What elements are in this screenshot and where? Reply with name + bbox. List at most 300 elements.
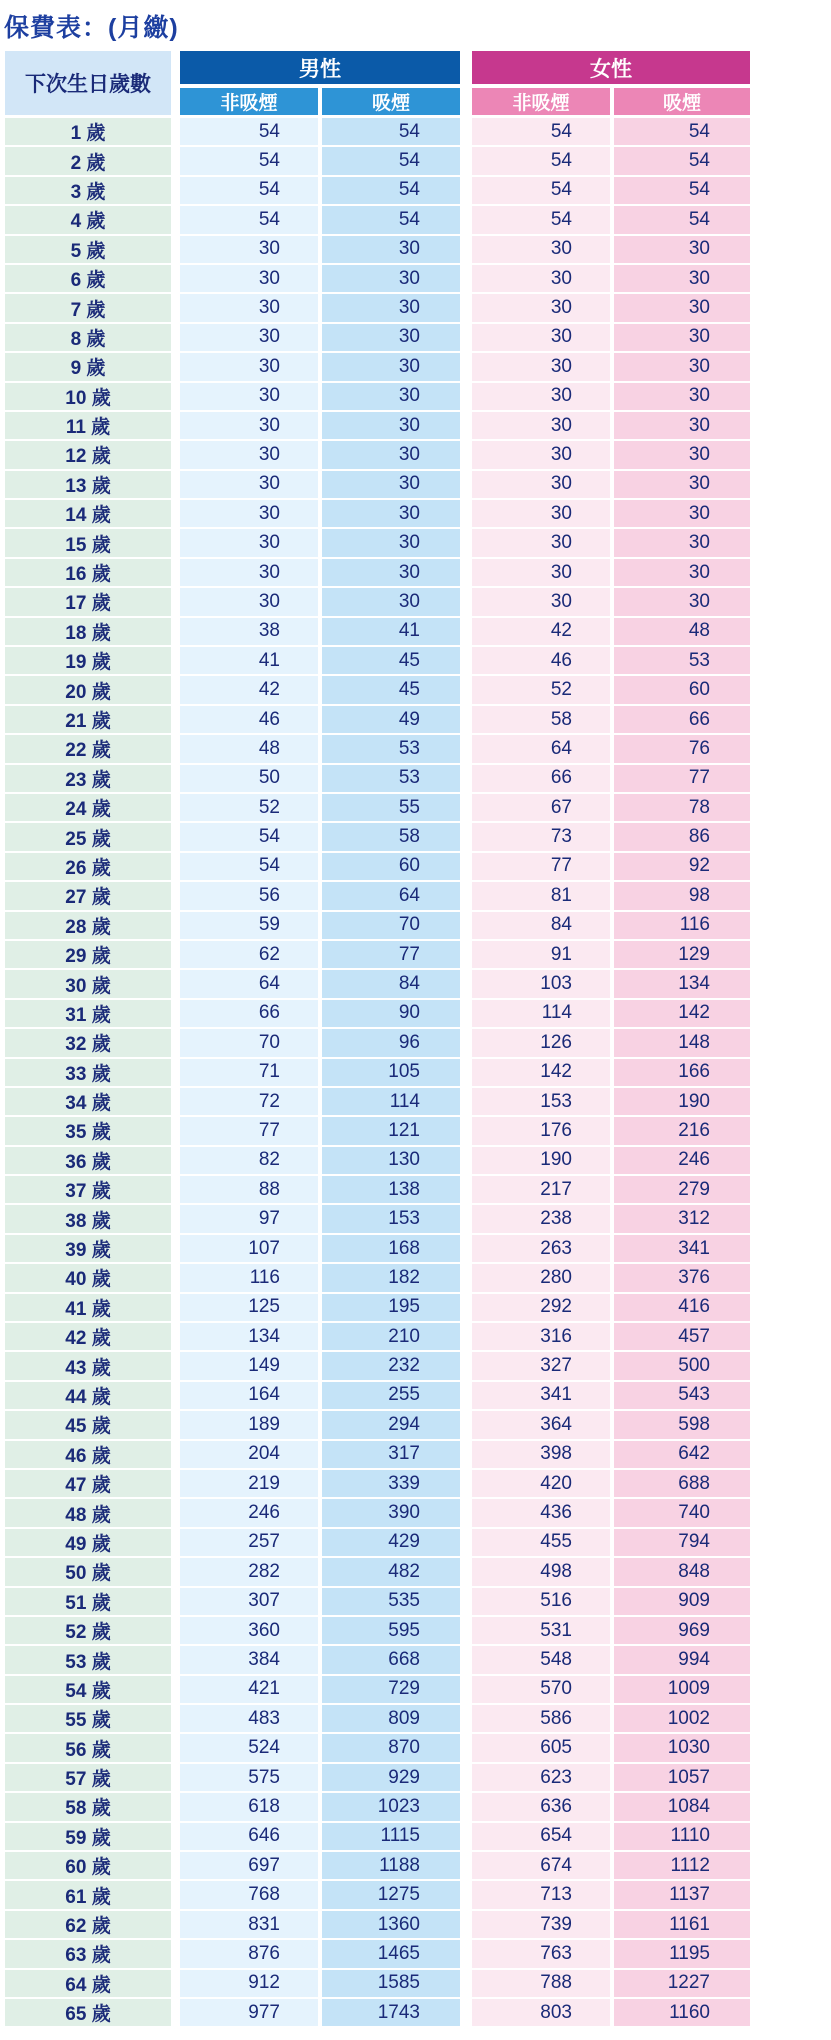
age-cell: 32 歲 xyxy=(5,1029,171,1058)
male-non-smoker-cell: 134 xyxy=(180,1323,318,1352)
age-cell: 39 歲 xyxy=(5,1235,171,1264)
male-smoker-cell: 60 xyxy=(322,853,460,882)
female-smoker-cell: 30 xyxy=(614,236,750,265)
male-non-smoker-cell: 646 xyxy=(180,1823,318,1852)
male-smoker-cell: 30 xyxy=(322,294,460,323)
male-smoker-cell: 30 xyxy=(322,529,460,558)
male-smoker-cell: 77 xyxy=(322,941,460,970)
male-smoker-cell: 30 xyxy=(322,412,460,441)
female-non-smoker-cell: 531 xyxy=(472,1617,610,1646)
female-smoker-cell: 457 xyxy=(614,1323,750,1352)
female-smoker-cell: 246 xyxy=(614,1147,750,1176)
male-smoker-cell: 90 xyxy=(322,1000,460,1029)
male-smoker-cell: 168 xyxy=(322,1235,460,1264)
age-cell: 47 歲 xyxy=(5,1470,171,1499)
female-non-smoker-cell: 364 xyxy=(472,1411,610,1440)
male-smoker-cell: 30 xyxy=(322,588,460,617)
age-cell: 54 歲 xyxy=(5,1676,171,1705)
age-cell: 18 歲 xyxy=(5,618,171,647)
male-smoker-cell: 58 xyxy=(322,823,460,852)
female-non-smoker-cell: 763 xyxy=(472,1940,610,1969)
female-smoker-cell: 129 xyxy=(614,941,750,970)
header-male-non-smoker: 非吸煙 xyxy=(180,88,318,115)
female-non-smoker-cell: 30 xyxy=(472,588,610,617)
age-cell: 34 歲 xyxy=(5,1088,171,1117)
female-smoker-cell: 54 xyxy=(614,147,750,176)
male-non-smoker-cell: 30 xyxy=(180,236,318,265)
male-non-smoker-cell: 42 xyxy=(180,676,318,705)
age-cell: 26 歲 xyxy=(5,853,171,882)
male-non-smoker-cell: 38 xyxy=(180,618,318,647)
female-smoker-cell: 543 xyxy=(614,1382,750,1411)
female-non-smoker-cell: 54 xyxy=(472,147,610,176)
male-non-smoker-cell: 70 xyxy=(180,1029,318,1058)
female-smoker-cell: 341 xyxy=(614,1235,750,1264)
male-smoker-cell: 84 xyxy=(322,970,460,999)
male-smoker-cell: 1743 xyxy=(322,1999,460,2028)
female-smoker-cell: 1030 xyxy=(614,1734,750,1763)
female-non-smoker-cell: 516 xyxy=(472,1588,610,1617)
female-smoker-cell: 30 xyxy=(614,412,750,441)
male-non-smoker-cell: 618 xyxy=(180,1793,318,1822)
female-smoker-cell: 78 xyxy=(614,794,750,823)
male-non-smoker-cell: 48 xyxy=(180,735,318,764)
female-non-smoker-cell: 30 xyxy=(472,441,610,470)
age-cell: 3 歲 xyxy=(5,177,171,206)
age-cell: 20 歲 xyxy=(5,676,171,705)
male-non-smoker-cell: 30 xyxy=(180,412,318,441)
male-non-smoker-cell: 257 xyxy=(180,1529,318,1558)
age-cell: 37 歲 xyxy=(5,1176,171,1205)
age-cell: 9 歲 xyxy=(5,353,171,382)
male-non-smoker-cell: 88 xyxy=(180,1176,318,1205)
male-smoker-cell: 30 xyxy=(322,559,460,588)
female-smoker-cell: 1057 xyxy=(614,1764,750,1793)
age-cell: 27 歲 xyxy=(5,882,171,911)
female-non-smoker-cell: 341 xyxy=(472,1382,610,1411)
male-non-smoker-cell: 189 xyxy=(180,1411,318,1440)
age-cell: 12 歲 xyxy=(5,441,171,470)
header-female: 女性 xyxy=(472,51,750,84)
male-non-smoker-cell: 116 xyxy=(180,1264,318,1293)
female-smoker-cell: 48 xyxy=(614,618,750,647)
male-smoker-cell: 182 xyxy=(322,1264,460,1293)
male-non-smoker-cell: 768 xyxy=(180,1881,318,1910)
female-smoker-cell: 53 xyxy=(614,647,750,676)
female-smoker-cell: 30 xyxy=(614,500,750,529)
female-non-smoker-cell: 316 xyxy=(472,1323,610,1352)
female-non-smoker-cell: 126 xyxy=(472,1029,610,1058)
age-cell: 43 歲 xyxy=(5,1352,171,1381)
female-non-smoker-cell: 54 xyxy=(472,206,610,235)
age-cell: 28 歲 xyxy=(5,912,171,941)
male-smoker-cell: 54 xyxy=(322,206,460,235)
age-cell: 55 歲 xyxy=(5,1705,171,1734)
male-non-smoker-cell: 282 xyxy=(180,1558,318,1587)
female-smoker-cell: 969 xyxy=(614,1617,750,1646)
male-smoker-cell: 45 xyxy=(322,676,460,705)
header-female-non-smoker: 非吸煙 xyxy=(472,88,610,115)
age-cell: 17 歲 xyxy=(5,588,171,617)
age-cell: 22 歲 xyxy=(5,735,171,764)
female-smoker-cell: 86 xyxy=(614,823,750,852)
male-non-smoker-cell: 307 xyxy=(180,1588,318,1617)
male-smoker-cell: 668 xyxy=(322,1646,460,1675)
female-smoker-cell: 30 xyxy=(614,588,750,617)
male-non-smoker-cell: 97 xyxy=(180,1205,318,1234)
age-cell: 50 歲 xyxy=(5,1558,171,1587)
female-smoker-cell: 30 xyxy=(614,471,750,500)
male-smoker-cell: 429 xyxy=(322,1529,460,1558)
male-smoker-cell: 1275 xyxy=(322,1881,460,1910)
male-non-smoker-cell: 204 xyxy=(180,1441,318,1470)
header-male-smoker: 吸煙 xyxy=(322,88,460,115)
male-smoker-cell: 70 xyxy=(322,912,460,941)
age-cell: 59 歲 xyxy=(5,1823,171,1852)
female-smoker-cell: 909 xyxy=(614,1588,750,1617)
male-smoker-cell: 294 xyxy=(322,1411,460,1440)
age-cell: 31 歲 xyxy=(5,1000,171,1029)
female-smoker-cell: 416 xyxy=(614,1294,750,1323)
age-cell: 23 歲 xyxy=(5,765,171,794)
female-non-smoker-cell: 217 xyxy=(472,1176,610,1205)
male-smoker-cell: 195 xyxy=(322,1294,460,1323)
female-smoker-cell: 30 xyxy=(614,265,750,294)
female-smoker-cell: 1137 xyxy=(614,1881,750,1910)
female-non-smoker-cell: 30 xyxy=(472,412,610,441)
female-non-smoker-cell: 153 xyxy=(472,1088,610,1117)
male-non-smoker-column xyxy=(180,118,318,2030)
female-smoker-cell: 30 xyxy=(614,294,750,323)
male-non-smoker-cell: 56 xyxy=(180,882,318,911)
age-cell: 52 歲 xyxy=(5,1617,171,1646)
female-smoker-cell: 994 xyxy=(614,1646,750,1675)
female-non-smoker-cell: 263 xyxy=(472,1235,610,1264)
male-smoker-cell: 1360 xyxy=(322,1911,460,1940)
age-cell: 24 歲 xyxy=(5,794,171,823)
male-non-smoker-cell: 50 xyxy=(180,765,318,794)
female-non-smoker-cell: 636 xyxy=(472,1793,610,1822)
female-smoker-cell: 1110 xyxy=(614,1823,750,1852)
female-non-smoker-cell: 713 xyxy=(472,1881,610,1910)
female-non-smoker-cell: 42 xyxy=(472,618,610,647)
age-cell: 36 歲 xyxy=(5,1147,171,1176)
male-smoker-cell: 1188 xyxy=(322,1852,460,1881)
female-non-smoker-cell: 548 xyxy=(472,1646,610,1675)
male-non-smoker-cell: 360 xyxy=(180,1617,318,1646)
age-cell: 10 歲 xyxy=(5,383,171,412)
age-cell: 21 歲 xyxy=(5,706,171,735)
female-non-smoker-cell: 420 xyxy=(472,1470,610,1499)
male-non-smoker-cell: 483 xyxy=(180,1705,318,1734)
male-smoker-cell: 121 xyxy=(322,1117,460,1146)
male-smoker-cell: 1465 xyxy=(322,1940,460,1969)
male-non-smoker-cell: 149 xyxy=(180,1352,318,1381)
female-non-smoker-cell: 30 xyxy=(472,236,610,265)
male-smoker-cell: 535 xyxy=(322,1588,460,1617)
female-non-smoker-cell: 30 xyxy=(472,353,610,382)
female-smoker-cell: 66 xyxy=(614,706,750,735)
male-non-smoker-cell: 54 xyxy=(180,118,318,147)
age-cell: 6 歲 xyxy=(5,265,171,294)
male-smoker-cell: 54 xyxy=(322,177,460,206)
age-cell: 11 歲 xyxy=(5,412,171,441)
female-smoker-cell: 376 xyxy=(614,1264,750,1293)
female-smoker-cell: 642 xyxy=(614,1441,750,1470)
female-non-smoker-cell: 54 xyxy=(472,177,610,206)
female-non-smoker-cell: 455 xyxy=(472,1529,610,1558)
male-smoker-cell: 317 xyxy=(322,1441,460,1470)
age-cell: 8 歲 xyxy=(5,324,171,353)
male-non-smoker-cell: 30 xyxy=(180,294,318,323)
female-smoker-cell: 688 xyxy=(614,1470,750,1499)
female-smoker-cell: 1195 xyxy=(614,1940,750,1969)
female-non-smoker-cell: 30 xyxy=(472,324,610,353)
male-non-smoker-cell: 30 xyxy=(180,559,318,588)
age-cell: 19 歲 xyxy=(5,647,171,676)
age-cell: 1 歲 xyxy=(5,118,171,147)
male-smoker-cell: 54 xyxy=(322,147,460,176)
header-female-smoker: 吸煙 xyxy=(614,88,750,115)
male-smoker-cell: 1585 xyxy=(322,1970,460,1999)
female-non-smoker-cell: 103 xyxy=(472,970,610,999)
female-non-smoker-cell: 67 xyxy=(472,794,610,823)
male-smoker-cell: 30 xyxy=(322,383,460,412)
female-smoker-column xyxy=(614,118,750,2030)
female-smoker-cell: 312 xyxy=(614,1205,750,1234)
female-smoker-cell: 216 xyxy=(614,1117,750,1146)
age-cell: 35 歲 xyxy=(5,1117,171,1146)
female-non-smoker-cell: 570 xyxy=(472,1676,610,1705)
male-smoker-cell: 114 xyxy=(322,1088,460,1117)
female-smoker-cell: 30 xyxy=(614,529,750,558)
male-smoker-cell: 1023 xyxy=(322,1793,460,1822)
male-smoker-cell: 49 xyxy=(322,706,460,735)
male-non-smoker-cell: 30 xyxy=(180,324,318,353)
female-non-smoker-cell: 30 xyxy=(472,500,610,529)
female-smoker-cell: 54 xyxy=(614,177,750,206)
age-column xyxy=(5,118,171,2030)
male-smoker-cell: 30 xyxy=(322,471,460,500)
male-smoker-cell: 210 xyxy=(322,1323,460,1352)
age-cell: 2 歲 xyxy=(5,147,171,176)
age-cell: 57 歲 xyxy=(5,1764,171,1793)
male-smoker-cell: 53 xyxy=(322,765,460,794)
female-non-smoker-cell: 176 xyxy=(472,1117,610,1146)
male-smoker-cell: 255 xyxy=(322,1382,460,1411)
female-smoker-cell: 30 xyxy=(614,324,750,353)
age-cell: 30 歲 xyxy=(5,970,171,999)
male-smoker-cell: 30 xyxy=(322,353,460,382)
female-non-smoker-cell: 623 xyxy=(472,1764,610,1793)
female-smoker-cell: 142 xyxy=(614,1000,750,1029)
age-cell: 5 歲 xyxy=(5,236,171,265)
male-non-smoker-cell: 575 xyxy=(180,1764,318,1793)
male-non-smoker-cell: 164 xyxy=(180,1382,318,1411)
female-non-smoker-cell: 91 xyxy=(472,941,610,970)
female-smoker-cell: 740 xyxy=(614,1499,750,1528)
age-cell: 60 歲 xyxy=(5,1852,171,1881)
male-non-smoker-cell: 54 xyxy=(180,823,318,852)
male-non-smoker-cell: 524 xyxy=(180,1734,318,1763)
female-smoker-cell: 76 xyxy=(614,735,750,764)
age-cell: 41 歲 xyxy=(5,1294,171,1323)
female-non-smoker-cell: 66 xyxy=(472,765,610,794)
age-cell: 44 歲 xyxy=(5,1382,171,1411)
female-non-smoker-cell: 605 xyxy=(472,1734,610,1763)
female-smoker-cell: 148 xyxy=(614,1029,750,1058)
header-age: 下次生日歲數 xyxy=(5,51,171,115)
female-non-smoker-cell: 30 xyxy=(472,529,610,558)
male-smoker-cell: 870 xyxy=(322,1734,460,1763)
male-non-smoker-cell: 30 xyxy=(180,383,318,412)
female-non-smoker-cell: 46 xyxy=(472,647,610,676)
female-non-smoker-cell: 142 xyxy=(472,1059,610,1088)
female-smoker-cell: 1084 xyxy=(614,1793,750,1822)
male-smoker-cell: 30 xyxy=(322,236,460,265)
age-cell: 49 歲 xyxy=(5,1529,171,1558)
female-smoker-cell: 166 xyxy=(614,1059,750,1088)
male-non-smoker-cell: 30 xyxy=(180,441,318,470)
age-cell: 65 歲 xyxy=(5,1999,171,2028)
male-non-smoker-cell: 977 xyxy=(180,1999,318,2028)
male-non-smoker-cell: 912 xyxy=(180,1970,318,1999)
female-non-smoker-cell: 238 xyxy=(472,1205,610,1234)
male-smoker-cell: 54 xyxy=(322,118,460,147)
male-non-smoker-cell: 125 xyxy=(180,1294,318,1323)
male-non-smoker-cell: 62 xyxy=(180,941,318,970)
age-cell: 7 歲 xyxy=(5,294,171,323)
male-smoker-cell: 809 xyxy=(322,1705,460,1734)
male-non-smoker-cell: 384 xyxy=(180,1646,318,1675)
age-cell: 58 歲 xyxy=(5,1793,171,1822)
male-smoker-cell: 929 xyxy=(322,1764,460,1793)
male-smoker-cell: 153 xyxy=(322,1205,460,1234)
male-non-smoker-cell: 59 xyxy=(180,912,318,941)
female-non-smoker-cell: 398 xyxy=(472,1441,610,1470)
male-smoker-cell: 339 xyxy=(322,1470,460,1499)
female-non-smoker-cell: 77 xyxy=(472,853,610,882)
female-non-smoker-cell: 52 xyxy=(472,676,610,705)
female-smoker-cell: 116 xyxy=(614,912,750,941)
age-cell: 13 歲 xyxy=(5,471,171,500)
female-smoker-cell: 598 xyxy=(614,1411,750,1440)
female-non-smoker-cell: 114 xyxy=(472,1000,610,1029)
age-cell: 64 歲 xyxy=(5,1970,171,1999)
male-non-smoker-cell: 30 xyxy=(180,265,318,294)
female-non-smoker-cell: 81 xyxy=(472,882,610,911)
female-smoker-cell: 1009 xyxy=(614,1676,750,1705)
male-non-smoker-cell: 30 xyxy=(180,500,318,529)
male-non-smoker-cell: 46 xyxy=(180,706,318,735)
age-cell: 4 歲 xyxy=(5,206,171,235)
female-smoker-cell: 30 xyxy=(614,559,750,588)
age-cell: 29 歲 xyxy=(5,941,171,970)
female-smoker-cell: 848 xyxy=(614,1558,750,1587)
female-non-smoker-cell: 498 xyxy=(472,1558,610,1587)
male-smoker-cell: 30 xyxy=(322,265,460,294)
male-non-smoker-cell: 71 xyxy=(180,1059,318,1088)
male-smoker-cell: 1115 xyxy=(322,1823,460,1852)
female-non-smoker-cell: 674 xyxy=(472,1852,610,1881)
female-smoker-cell: 279 xyxy=(614,1176,750,1205)
male-non-smoker-cell: 30 xyxy=(180,353,318,382)
male-non-smoker-cell: 54 xyxy=(180,206,318,235)
female-non-smoker-cell: 58 xyxy=(472,706,610,735)
female-smoker-cell: 60 xyxy=(614,676,750,705)
female-smoker-cell: 794 xyxy=(614,1529,750,1558)
male-smoker-cell: 729 xyxy=(322,1676,460,1705)
female-non-smoker-cell: 64 xyxy=(472,735,610,764)
age-cell: 33 歲 xyxy=(5,1059,171,1088)
male-smoker-cell: 30 xyxy=(322,441,460,470)
male-non-smoker-cell: 72 xyxy=(180,1088,318,1117)
female-non-smoker-cell: 586 xyxy=(472,1705,610,1734)
age-cell: 38 歲 xyxy=(5,1205,171,1234)
female-non-smoker-cell: 30 xyxy=(472,383,610,412)
male-non-smoker-cell: 54 xyxy=(180,147,318,176)
female-smoker-cell: 134 xyxy=(614,970,750,999)
male-non-smoker-cell: 30 xyxy=(180,529,318,558)
age-cell: 48 歲 xyxy=(5,1499,171,1528)
female-smoker-cell: 1227 xyxy=(614,1970,750,1999)
female-non-smoker-cell: 73 xyxy=(472,823,610,852)
male-smoker-cell: 595 xyxy=(322,1617,460,1646)
female-non-smoker-cell: 54 xyxy=(472,118,610,147)
age-cell: 14 歲 xyxy=(5,500,171,529)
female-smoker-cell: 30 xyxy=(614,383,750,412)
female-non-smoker-cell: 327 xyxy=(472,1352,610,1381)
male-smoker-cell: 64 xyxy=(322,882,460,911)
female-smoker-cell: 1112 xyxy=(614,1852,750,1881)
header-male: 男性 xyxy=(180,51,460,84)
female-non-smoker-cell: 654 xyxy=(472,1823,610,1852)
male-non-smoker-cell: 107 xyxy=(180,1235,318,1264)
female-non-smoker-cell: 30 xyxy=(472,265,610,294)
female-non-smoker-cell: 739 xyxy=(472,1911,610,1940)
male-non-smoker-cell: 82 xyxy=(180,1147,318,1176)
male-smoker-cell: 30 xyxy=(322,324,460,353)
age-cell: 53 歲 xyxy=(5,1646,171,1675)
female-smoker-cell: 500 xyxy=(614,1352,750,1381)
male-non-smoker-cell: 30 xyxy=(180,588,318,617)
female-non-smoker-column xyxy=(472,118,610,2030)
page-title: 保費表：(月繳) xyxy=(4,14,179,42)
male-non-smoker-cell: 831 xyxy=(180,1911,318,1940)
male-non-smoker-cell: 77 xyxy=(180,1117,318,1146)
male-smoker-cell: 105 xyxy=(322,1059,460,1088)
male-non-smoker-cell: 697 xyxy=(180,1852,318,1881)
female-non-smoker-cell: 280 xyxy=(472,1264,610,1293)
female-smoker-cell: 1002 xyxy=(614,1705,750,1734)
age-cell: 56 歲 xyxy=(5,1734,171,1763)
male-non-smoker-cell: 30 xyxy=(180,471,318,500)
age-cell: 61 歲 xyxy=(5,1881,171,1910)
female-smoker-cell: 1161 xyxy=(614,1911,750,1940)
female-smoker-cell: 190 xyxy=(614,1088,750,1117)
age-cell: 46 歲 xyxy=(5,1441,171,1470)
age-cell: 63 歲 xyxy=(5,1940,171,1969)
female-non-smoker-cell: 84 xyxy=(472,912,610,941)
male-non-smoker-cell: 41 xyxy=(180,647,318,676)
female-smoker-cell: 30 xyxy=(614,353,750,382)
male-non-smoker-cell: 219 xyxy=(180,1470,318,1499)
male-smoker-cell: 53 xyxy=(322,735,460,764)
age-cell: 42 歲 xyxy=(5,1323,171,1352)
female-smoker-cell: 92 xyxy=(614,853,750,882)
female-non-smoker-cell: 436 xyxy=(472,1499,610,1528)
female-non-smoker-cell: 30 xyxy=(472,294,610,323)
